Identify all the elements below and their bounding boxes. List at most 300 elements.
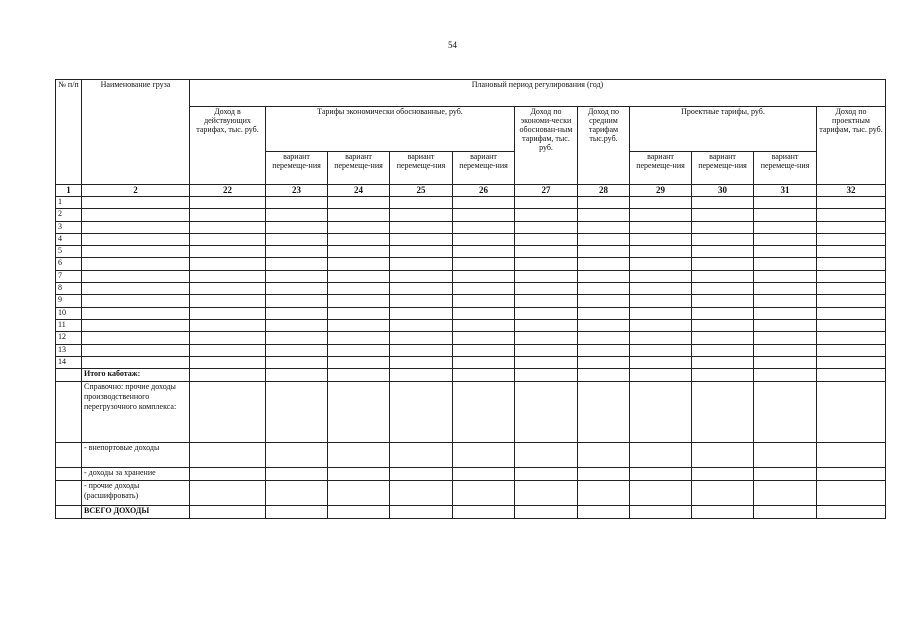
empty-cell[interactable] xyxy=(266,233,328,245)
empty-cell[interactable] xyxy=(578,197,630,209)
empty-cell[interactable] xyxy=(266,369,328,382)
row-number xyxy=(56,468,82,481)
empty-cell[interactable] xyxy=(515,307,578,319)
empty-cell[interactable] xyxy=(266,307,328,319)
empty-cell[interactable] xyxy=(82,197,190,209)
empty-cell[interactable] xyxy=(190,506,266,519)
empty-cell[interactable] xyxy=(817,295,886,307)
other-income-row xyxy=(56,481,886,506)
empty-cell[interactable] xyxy=(578,221,630,233)
empty-cell[interactable] xyxy=(692,258,754,270)
empty-cell[interactable] xyxy=(328,468,390,481)
empty-cell[interactable] xyxy=(190,369,266,382)
empty-cell[interactable] xyxy=(266,344,328,356)
empty-cell[interactable] xyxy=(190,246,266,258)
empty-cell[interactable] xyxy=(578,283,630,295)
empty-cell[interactable] xyxy=(190,283,266,295)
grand-total-row xyxy=(56,506,886,519)
empty-cell[interactable] xyxy=(390,443,453,468)
empty-cell[interactable] xyxy=(390,319,453,331)
empty-cell[interactable] xyxy=(266,319,328,331)
empty-cell[interactable] xyxy=(266,443,328,468)
empty-cell[interactable] xyxy=(266,209,328,221)
empty-cell[interactable] xyxy=(453,344,515,356)
empty-cell[interactable] xyxy=(578,270,630,282)
empty-cell[interactable] xyxy=(754,369,817,382)
empty-cell[interactable] xyxy=(390,344,453,356)
empty-cell[interactable] xyxy=(82,344,190,356)
empty-cell[interactable] xyxy=(453,233,515,245)
empty-cell[interactable] xyxy=(515,295,578,307)
empty-cell[interactable] xyxy=(817,283,886,295)
empty-cell[interactable] xyxy=(754,295,817,307)
empty-cell[interactable] xyxy=(390,307,453,319)
empty-cell[interactable] xyxy=(817,319,886,331)
row-number: 8 xyxy=(56,283,82,295)
empty-cell[interactable] xyxy=(754,246,817,258)
empty-cell[interactable] xyxy=(390,332,453,344)
empty-cell[interactable] xyxy=(578,319,630,331)
empty-cell[interactable] xyxy=(266,197,328,209)
row-label: - доходы за хранение xyxy=(82,468,190,481)
table-row xyxy=(56,246,886,258)
empty-cell[interactable] xyxy=(82,209,190,221)
empty-cell[interactable] xyxy=(390,382,453,443)
empty-cell[interactable] xyxy=(692,246,754,258)
empty-cell[interactable] xyxy=(266,283,328,295)
empty-cell[interactable] xyxy=(578,481,630,506)
empty-cell[interactable] xyxy=(453,319,515,331)
header-project-tariffs: Проектные тарифы, руб. xyxy=(630,107,817,152)
empty-cell[interactable] xyxy=(692,382,754,443)
empty-cell[interactable] xyxy=(453,506,515,519)
empty-cell[interactable] xyxy=(266,332,328,344)
empty-cell[interactable] xyxy=(817,481,886,506)
empty-cell[interactable] xyxy=(453,258,515,270)
empty-cell[interactable] xyxy=(453,468,515,481)
empty-cell[interactable] xyxy=(630,468,692,481)
header-income-average: Доход по средним тарифам тыс.руб. xyxy=(578,107,630,185)
empty-cell[interactable] xyxy=(578,307,630,319)
empty-cell[interactable] xyxy=(82,258,190,270)
empty-cell[interactable] xyxy=(817,209,886,221)
empty-cell[interactable] xyxy=(328,369,390,382)
empty-cell[interactable] xyxy=(515,344,578,356)
table-row xyxy=(56,233,886,245)
empty-cell[interactable] xyxy=(390,221,453,233)
empty-cell[interactable] xyxy=(754,506,817,519)
row-label: - прочие доходы (расшифровать) xyxy=(82,481,190,506)
row-number: 1 xyxy=(56,197,82,209)
table-row xyxy=(56,319,886,331)
empty-cell[interactable] xyxy=(390,295,453,307)
table-row xyxy=(56,356,886,368)
empty-cell[interactable] xyxy=(328,246,390,258)
empty-cell[interactable] xyxy=(328,270,390,282)
empty-cell[interactable] xyxy=(190,481,266,506)
empty-cell[interactable] xyxy=(453,356,515,368)
empty-cell[interactable] xyxy=(453,246,515,258)
empty-cell[interactable] xyxy=(692,468,754,481)
empty-cell[interactable] xyxy=(266,221,328,233)
empty-cell[interactable] xyxy=(630,246,692,258)
empty-cell[interactable] xyxy=(630,319,692,331)
empty-cell[interactable] xyxy=(754,344,817,356)
empty-cell[interactable] xyxy=(515,270,578,282)
empty-cell[interactable] xyxy=(515,382,578,443)
empty-cell[interactable] xyxy=(190,221,266,233)
column-number: 28 xyxy=(578,185,630,197)
empty-cell[interactable] xyxy=(817,233,886,245)
empty-cell[interactable] xyxy=(82,233,190,245)
header-variant: вариант перемеще-ния xyxy=(453,152,515,185)
empty-cell[interactable] xyxy=(328,307,390,319)
empty-cell[interactable] xyxy=(578,506,630,519)
empty-cell[interactable] xyxy=(578,382,630,443)
empty-cell[interactable] xyxy=(692,307,754,319)
empty-cell[interactable] xyxy=(328,481,390,506)
storage-income-row xyxy=(56,468,886,481)
empty-cell[interactable] xyxy=(817,197,886,209)
empty-cell[interactable] xyxy=(754,221,817,233)
empty-cell[interactable] xyxy=(328,443,390,468)
empty-cell[interactable] xyxy=(630,221,692,233)
empty-cell[interactable] xyxy=(692,209,754,221)
empty-cell[interactable] xyxy=(630,443,692,468)
reference-row xyxy=(56,382,886,443)
empty-cell[interactable] xyxy=(630,197,692,209)
empty-cell[interactable] xyxy=(578,246,630,258)
income-table xyxy=(55,79,886,519)
column-number: 22 xyxy=(190,185,266,197)
empty-cell[interactable] xyxy=(817,468,886,481)
empty-cell[interactable] xyxy=(692,369,754,382)
empty-cell[interactable] xyxy=(630,270,692,282)
empty-cell[interactable] xyxy=(754,481,817,506)
empty-cell[interactable] xyxy=(266,270,328,282)
empty-cell[interactable] xyxy=(453,443,515,468)
empty-cell[interactable] xyxy=(190,197,266,209)
empty-cell[interactable] xyxy=(266,468,328,481)
empty-cell[interactable] xyxy=(817,344,886,356)
empty-cell[interactable] xyxy=(754,307,817,319)
empty-cell[interactable] xyxy=(266,506,328,519)
empty-cell[interactable] xyxy=(817,258,886,270)
empty-cell[interactable] xyxy=(754,443,817,468)
empty-cell[interactable] xyxy=(578,295,630,307)
empty-cell[interactable] xyxy=(390,369,453,382)
empty-cell[interactable] xyxy=(328,221,390,233)
table-row xyxy=(56,221,886,233)
header-income-current: Доход в действующих тарифах, тыс. руб. xyxy=(190,107,266,185)
empty-cell[interactable] xyxy=(630,332,692,344)
empty-cell[interactable] xyxy=(328,382,390,443)
empty-cell[interactable] xyxy=(328,283,390,295)
empty-cell[interactable] xyxy=(515,221,578,233)
empty-cell[interactable] xyxy=(390,197,453,209)
empty-cell[interactable] xyxy=(630,233,692,245)
empty-cell[interactable] xyxy=(692,443,754,468)
empty-cell[interactable] xyxy=(515,283,578,295)
row-number xyxy=(56,369,82,382)
empty-cell[interactable] xyxy=(515,246,578,258)
empty-cell[interactable] xyxy=(754,382,817,443)
empty-cell[interactable] xyxy=(515,258,578,270)
row-label: Справочно: прочие доходы производственного перегрузочного комплекса: xyxy=(82,382,190,443)
header-variant: вариант перемеще-ния xyxy=(630,152,692,185)
header-variant: вариант перемеще-ния xyxy=(266,152,328,185)
empty-cell[interactable] xyxy=(515,506,578,519)
row-number xyxy=(56,481,82,506)
empty-cell[interactable] xyxy=(515,443,578,468)
row-number xyxy=(56,382,82,443)
empty-cell[interactable] xyxy=(190,344,266,356)
empty-cell[interactable] xyxy=(630,295,692,307)
empty-cell[interactable] xyxy=(578,258,630,270)
empty-cell[interactable] xyxy=(190,295,266,307)
empty-cell[interactable] xyxy=(453,295,515,307)
empty-cell[interactable] xyxy=(754,197,817,209)
empty-cell[interactable] xyxy=(578,369,630,382)
empty-cell[interactable] xyxy=(390,233,453,245)
column-number: 30 xyxy=(692,185,754,197)
empty-cell[interactable] xyxy=(692,283,754,295)
empty-cell[interactable] xyxy=(515,369,578,382)
table-row xyxy=(56,270,886,282)
empty-cell[interactable] xyxy=(328,506,390,519)
empty-cell[interactable] xyxy=(328,209,390,221)
empty-cell[interactable] xyxy=(390,258,453,270)
empty-cell[interactable] xyxy=(817,443,886,468)
empty-cell[interactable] xyxy=(692,197,754,209)
empty-cell[interactable] xyxy=(266,382,328,443)
column-number: 26 xyxy=(453,185,515,197)
empty-cell[interactable] xyxy=(630,481,692,506)
empty-cell[interactable] xyxy=(754,332,817,344)
row-number: 13 xyxy=(56,344,82,356)
empty-cell[interactable] xyxy=(390,468,453,481)
empty-cell[interactable] xyxy=(390,270,453,282)
empty-cell[interactable] xyxy=(82,221,190,233)
empty-cell[interactable] xyxy=(390,209,453,221)
empty-cell[interactable] xyxy=(630,382,692,443)
empty-cell[interactable] xyxy=(692,233,754,245)
empty-cell[interactable] xyxy=(453,382,515,443)
empty-cell[interactable] xyxy=(515,356,578,368)
row-label: ВСЕГО ДОХОДЫ xyxy=(82,506,190,519)
empty-cell[interactable] xyxy=(817,382,886,443)
empty-cell[interactable] xyxy=(390,356,453,368)
empty-cell[interactable] xyxy=(692,319,754,331)
empty-cell[interactable] xyxy=(453,307,515,319)
empty-cell[interactable] xyxy=(190,270,266,282)
header-variant: вариант перемеще-ния xyxy=(390,152,453,185)
empty-cell[interactable] xyxy=(190,382,266,443)
empty-cell[interactable] xyxy=(578,443,630,468)
column-number: 31 xyxy=(754,185,817,197)
empty-cell[interactable] xyxy=(453,209,515,221)
empty-cell[interactable] xyxy=(515,319,578,331)
empty-cell[interactable] xyxy=(692,221,754,233)
column-number: 2 xyxy=(82,185,190,197)
empty-cell[interactable] xyxy=(328,332,390,344)
empty-cell[interactable] xyxy=(190,233,266,245)
empty-cell[interactable] xyxy=(190,356,266,368)
header-variant: вариант перемеще-ния xyxy=(754,152,817,185)
empty-cell[interactable] xyxy=(630,369,692,382)
empty-cell[interactable] xyxy=(754,283,817,295)
header-tariffs-economic: Тарифы экономически обоснованные, руб. xyxy=(266,107,515,152)
table-row xyxy=(56,295,886,307)
row-number: 10 xyxy=(56,307,82,319)
empty-cell[interactable] xyxy=(578,344,630,356)
empty-cell[interactable] xyxy=(328,319,390,331)
empty-cell[interactable] xyxy=(328,258,390,270)
empty-cell[interactable] xyxy=(817,270,886,282)
empty-cell[interactable] xyxy=(328,356,390,368)
row-label: - внепортовые доходы xyxy=(82,443,190,468)
column-number: 29 xyxy=(630,185,692,197)
empty-cell[interactable] xyxy=(754,468,817,481)
empty-cell[interactable] xyxy=(453,332,515,344)
empty-cell[interactable] xyxy=(630,307,692,319)
empty-cell[interactable] xyxy=(82,283,190,295)
row-number: 11 xyxy=(56,319,82,331)
table-row xyxy=(56,344,886,356)
empty-cell[interactable] xyxy=(266,246,328,258)
empty-cell[interactable] xyxy=(453,197,515,209)
row-number: 14 xyxy=(56,356,82,368)
empty-cell[interactable] xyxy=(817,369,886,382)
header-variant: вариант перемеще-ния xyxy=(328,152,390,185)
empty-cell[interactable] xyxy=(515,332,578,344)
table-row xyxy=(56,209,886,221)
header-cargo-name: Наименование груза xyxy=(82,80,190,185)
row-label: Итого каботаж: xyxy=(82,369,190,382)
table-row xyxy=(56,332,886,344)
empty-cell[interactable] xyxy=(390,246,453,258)
empty-cell[interactable] xyxy=(630,506,692,519)
empty-cell[interactable] xyxy=(453,221,515,233)
empty-cell[interactable] xyxy=(82,356,190,368)
empty-cell[interactable] xyxy=(453,283,515,295)
empty-cell[interactable] xyxy=(692,481,754,506)
empty-cell[interactable] xyxy=(817,307,886,319)
empty-cell[interactable] xyxy=(578,356,630,368)
empty-cell[interactable] xyxy=(817,246,886,258)
empty-cell[interactable] xyxy=(692,344,754,356)
empty-cell[interactable] xyxy=(515,468,578,481)
empty-cell[interactable] xyxy=(266,295,328,307)
empty-cell[interactable] xyxy=(515,481,578,506)
empty-cell[interactable] xyxy=(817,221,886,233)
empty-cell[interactable] xyxy=(630,283,692,295)
empty-cell[interactable] xyxy=(390,283,453,295)
header-variant: вариант перемеще-ния xyxy=(692,152,754,185)
empty-cell[interactable] xyxy=(328,233,390,245)
row-number: 4 xyxy=(56,233,82,245)
empty-cell[interactable] xyxy=(754,233,817,245)
empty-cell[interactable] xyxy=(82,246,190,258)
empty-cell[interactable] xyxy=(82,295,190,307)
empty-cell[interactable] xyxy=(515,197,578,209)
empty-cell[interactable] xyxy=(692,506,754,519)
empty-cell[interactable] xyxy=(754,209,817,221)
empty-cell[interactable] xyxy=(82,319,190,331)
empty-cell[interactable] xyxy=(453,481,515,506)
empty-cell[interactable] xyxy=(190,307,266,319)
empty-cell[interactable] xyxy=(328,197,390,209)
empty-cell[interactable] xyxy=(692,332,754,344)
header-income-project: Доход по проектным тарифам, тыс. руб. xyxy=(817,107,886,185)
empty-cell[interactable] xyxy=(578,233,630,245)
empty-cell[interactable] xyxy=(266,258,328,270)
page-number: 54 xyxy=(448,40,457,50)
empty-cell[interactable] xyxy=(817,356,886,368)
empty-cell[interactable] xyxy=(817,506,886,519)
empty-cell[interactable] xyxy=(515,233,578,245)
empty-cell[interactable] xyxy=(190,468,266,481)
empty-cell[interactable] xyxy=(82,270,190,282)
non-port-income-row xyxy=(56,443,886,468)
empty-cell[interactable] xyxy=(692,356,754,368)
empty-cell[interactable] xyxy=(754,356,817,368)
empty-cell[interactable] xyxy=(692,270,754,282)
empty-cell[interactable] xyxy=(630,356,692,368)
empty-cell[interactable] xyxy=(328,344,390,356)
empty-cell[interactable] xyxy=(515,209,578,221)
empty-cell[interactable] xyxy=(190,332,266,344)
row-number: 12 xyxy=(56,332,82,344)
empty-cell[interactable] xyxy=(190,443,266,468)
column-number: 23 xyxy=(266,185,328,197)
empty-cell[interactable] xyxy=(266,481,328,506)
table-row xyxy=(56,258,886,270)
empty-cell[interactable] xyxy=(630,209,692,221)
empty-cell[interactable] xyxy=(82,332,190,344)
empty-cell[interactable] xyxy=(754,319,817,331)
empty-cell[interactable] xyxy=(630,258,692,270)
column-number: 24 xyxy=(328,185,390,197)
table-row xyxy=(56,283,886,295)
column-number: 27 xyxy=(515,185,578,197)
empty-cell[interactable] xyxy=(578,468,630,481)
empty-cell[interactable] xyxy=(630,344,692,356)
empty-cell[interactable] xyxy=(817,332,886,344)
empty-cell[interactable] xyxy=(692,295,754,307)
empty-cell[interactable] xyxy=(390,481,453,506)
column-number: 32 xyxy=(817,185,886,197)
empty-cell[interactable] xyxy=(328,295,390,307)
empty-cell[interactable] xyxy=(453,369,515,382)
row-number: 3 xyxy=(56,221,82,233)
empty-cell[interactable] xyxy=(190,209,266,221)
empty-cell[interactable] xyxy=(82,307,190,319)
header-planning-period: Плановый период регулирования (год) xyxy=(190,80,886,107)
empty-cell[interactable] xyxy=(390,506,453,519)
row-number: 7 xyxy=(56,270,82,282)
empty-cell[interactable] xyxy=(453,270,515,282)
empty-cell[interactable] xyxy=(190,258,266,270)
empty-cell[interactable] xyxy=(266,356,328,368)
empty-cell[interactable] xyxy=(190,319,266,331)
empty-cell[interactable] xyxy=(578,332,630,344)
empty-cell[interactable] xyxy=(754,258,817,270)
row-number xyxy=(56,506,82,519)
empty-cell[interactable] xyxy=(754,270,817,282)
cabotage-total-row xyxy=(56,369,886,382)
empty-cell[interactable] xyxy=(578,209,630,221)
